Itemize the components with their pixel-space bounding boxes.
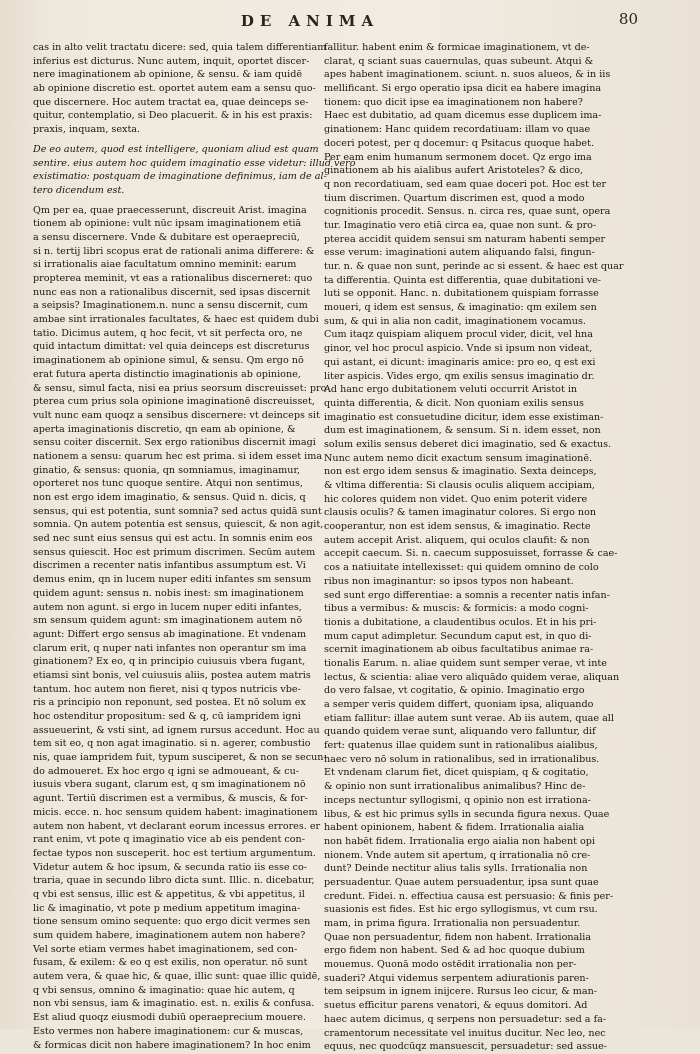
text-line: suaderi? Atqui videmus serpentem adiurationis paren- <box>324 972 589 984</box>
text-line: ginationem? Ex eo, q in principio cuiusuis vbera fugant, <box>33 656 306 668</box>
text-line: tibus a vermibus: & muscis: & formicis: a modo cogni- <box>324 603 589 615</box>
text-line: Videtur autem & hoc ipsum, & secunda ratio iis esse co- <box>33 861 308 873</box>
text-line: ambae sint irrationales facultates, & haec est quidem dubi <box>33 314 319 326</box>
text-line: tionalis Earum. n. aliae quidem sunt semper verae, vt inte <box>324 657 607 669</box>
text-line: ris a principio non reponunt, sed postea. Et nō solum ex <box>33 697 306 709</box>
text-line: libus, & est hic primus sylls in secunda figura nexus. Quae <box>324 808 610 820</box>
text-line: doceri potest, per q docemur: q Psitacus quoque habet. <box>324 137 595 149</box>
text-line: etiamsi sint bonis, vel cuiusuis aliis, postea autem matris <box>33 669 311 681</box>
text-line: sensus quiescit. Hoc est primum discrimen. Secūm autem <box>33 546 316 558</box>
aristotle-lemma <box>33 143 356 198</box>
text-line: tionem ab opinione: vult nūc ipsam imaginationem etiā <box>33 218 302 230</box>
text-line: Et vndenam clarum fiet, dicet quispiam, q & cogitatio, <box>324 767 589 779</box>
text-line: mouemus. Quonā modo ostēdit irrationalia non per- <box>324 959 577 971</box>
text-line: inceps nectuntur syllogismi, q opinio non est irrationa- <box>324 794 591 806</box>
text-line: a sensu discernere. Vnde & dubitare est operaepreciū, <box>33 231 300 243</box>
text-line: non est ergo idem sensus & imaginatio. Sexta deinceps, <box>324 466 597 478</box>
text-line: inferius est dicturus. Nunc autem, inquit, oportet discer- <box>33 55 310 67</box>
text-line: Cum itaqz quispiam aliquem procul vider, dicit, vel hna <box>324 329 593 341</box>
text-line: clarum erit, q nuper nati infantes non operantur sm ima <box>33 642 307 654</box>
text-line: persuadentur. Quae autem persuadentur, ipsa sunt quae <box>324 876 599 888</box>
text-line: pterea accidit quidem sensui sm naturam habenti semper <box>324 233 606 245</box>
text-line: assueuerint, & vsti sint, ad ignem rursus accedunt. Hoc au <box>33 724 320 736</box>
text-line: qui astant, ei dicunt: imaginaris amice: pro eo, q est exi <box>324 356 596 368</box>
text-line: mellificant. Si ergo operatio ipsa dicit ea habere imagina <box>324 83 602 95</box>
text-line: autem non habent, vt declarant eorum incessus errores. er <box>33 820 321 832</box>
text-line: sensus, qui est potentia, sunt somnia? sed actus quidā sunt <box>33 505 322 517</box>
left-intro-block <box>33 41 327 137</box>
text-line: somnia. Qn autem potentia est sensus, quiescit, & non agit, <box>33 519 324 531</box>
text-line: sm sensum quidem agunt: sm imaginationem autem nō <box>33 615 303 627</box>
commentary-body <box>33 204 327 1053</box>
text-line: esse verum: imaginationi autem aliquando falsi, fingun- <box>324 247 595 259</box>
text-line: quitur, contemplatio, si Deo placuerit. & in his est praxis: <box>33 110 313 122</box>
text-line: lectus, & scientia: aliae vero aliquādo quidem verae, aliquan <box>324 671 620 683</box>
lemma-line: De eo autem, quod est intelligere, quoniam aliud est quam <box>33 143 319 155</box>
text-line: lic & imaginatio, vt pote p medium appetitum imagina- <box>33 902 301 914</box>
text-line: iusuis vbera sugant, clarum est, q sm imaginationem nō <box>33 779 306 791</box>
text-line: fectae typos non susceperit. hoc est tertium argumentum. <box>33 847 316 859</box>
text-line: sed sunt ergo differentiae: a somnis a recenter natis infan- <box>324 589 610 601</box>
text-line: ribus non imaginantur: so ipsos typos non habeant. <box>324 575 574 587</box>
text-line: ginor, vel hoc procul aspicio. Vnde si ipsum non videat, <box>324 343 593 355</box>
lemma-line: sentire. eius autem hoc quidem imaginatio esse videtur: illud vero <box>33 157 356 169</box>
text-line: hic colores quidem non videt. Quo enim poterit videre <box>324 493 588 505</box>
text-line: tionis a dubitatione, a claudentibus oculos. Et in his pri- <box>324 616 597 628</box>
text-line: ergo fidem non habent. Sed & ad hoc quoque dubium <box>324 945 585 957</box>
text-line: solum exilis sensus deberet dici imaginatio, sed & exactus. <box>324 438 612 450</box>
text-line: a seipsis? Imaginationem.n. nunc a sensu discernit, cum <box>33 300 308 312</box>
text-line: autem accepit Arist. aliquem, qui oculos claufit: & non <box>324 534 590 546</box>
text-line: luti se opponit. Hanc. n. dubitationem quispiam forrasse <box>324 288 599 300</box>
text-line: pterea cum prius sola opinione imaginationē discreuisset, <box>33 396 315 408</box>
text-line: ta differentia. Quinta est differentia, quae dubitationi ve- <box>324 274 602 286</box>
text-line: q vbi sensus, omnino & imaginatio: quae hic autem, q <box>33 984 295 996</box>
text-line: imaginationem ab opinione simul, & sensu. Qm ergo nō <box>33 355 304 367</box>
text-line: nionem. Vnde autem sit apertum, q irrationalia nō cre- <box>324 849 591 861</box>
text-line: tur. Imaginatio vero etiā circa ea, quae non sunt. & pro- <box>324 219 597 231</box>
text-line: clausis oculis? & tamen imaginatur colores. Si ergo non <box>324 507 597 519</box>
text-line: si n. tertij libri scopus erat de rationali anima differere: & <box>33 245 315 257</box>
text-line: cramentorum necessitate vel inuitus ducitur. Nec leo, nec <box>324 1027 606 1039</box>
text-line: hoc ostenditur propositum: sed & q, cū iampridem igni <box>33 711 301 722</box>
text-line: tem sit eo, q non agat imaginatio. si n. agerer, combustio <box>33 738 311 750</box>
text-line: sed nec sunt eius sensus qui est actu. In somnis enim eos <box>33 533 313 545</box>
text-line: praxis, inquam, sexta. <box>33 124 141 136</box>
text-line: dum est imaginationem, & sensum. Si n. idem esset, non <box>324 425 601 437</box>
text-line: nere imaginationem ab opinione, & sensu. & iam quidē <box>33 69 303 81</box>
text-line: haec autem dicimus, q serpens non persuadetur: sed a fa- <box>324 1013 607 1025</box>
text-line: sensu coiter discernit. Sex ergo rationibus discernit imagi <box>33 437 316 449</box>
text-line: clarat, q sciant suas cauernulas, quas subeunt. Atqui & <box>324 55 594 67</box>
text-line: dunt? Deinde nectitur alius talis sylls. Irrationalia non <box>324 863 588 875</box>
text-line: Quae non persuadentur, fidem non habent. Irrationalia <box>324 931 592 943</box>
right-column <box>324 41 624 1053</box>
text-line: que discernere. Hoc autem tractat ea, quae deinceps se- <box>33 96 309 108</box>
text-line: fallitur. habent enim & formicae imaginationem, vt de- <box>324 42 590 53</box>
text-line: tatio. Dicimus autem, q hoc fecit, vt sit perfecta oro, ne <box>33 327 303 339</box>
text-line: scernit imaginationem ab oibus facultatibus animae ra- <box>324 644 594 656</box>
text-line: Est aliud quoqz eiusmodi dubiū operaeprecium mouere. <box>33 1012 306 1024</box>
text-line: mum caput adimpletur. Secundum caput est, in quo di- <box>324 630 592 642</box>
text-line: q vbi est sensus, illic est & appetitus, & vbi appetitus, il <box>33 888 305 900</box>
text-line: agunt: Differt ergo sensus ab imaginatione. Et vndenam <box>33 628 307 640</box>
running-title: DE ANIMA <box>240 12 380 30</box>
text-line: non est ergo idem imaginatio, & sensus. Quid n. dicis, q <box>33 492 306 503</box>
left-column <box>33 41 356 1051</box>
text-line: equus, nec quodcūqz mansuescit, persuadetur: sed assue- <box>324 1041 608 1053</box>
text-line: non habēt fidem. Irrationalia ergo aialia non habent opi <box>324 835 596 847</box>
text-line: do vero falsae, vt cogitatio, & opinio. Imaginatio ergo <box>324 685 585 697</box>
text-line: q non recordatiuam, sed eam quae doceri pot. Hoc est ter <box>324 178 607 190</box>
text-line: ginationem ab his aialibus aufert Aristoteles? & dico, <box>324 165 584 177</box>
text-line: autem non agunt. si ergo in lucem nuper editi infantes, <box>33 601 302 613</box>
text-line: nationem a sensu: quarum hec est prima. si idem esset ima <box>33 450 323 462</box>
text-line: non vbi sensus, iam & imaginatio. est. n. exilis & confusa. <box>33 998 315 1010</box>
text-line: Haec est dubitatio, ad quam dicemus esse duplicem ima- <box>324 110 602 122</box>
text-line: Ad hanc ergo dubitationem veluti occurrit Aristot in <box>324 384 578 396</box>
text-line: tem seipsum in ignem inijcere. Rursus leo cicur, & man- <box>324 986 598 998</box>
text-line: demus enim, qn in lucem nuper editi infantes sm sensum <box>33 574 312 586</box>
text-line: suetus efficitur parens venatori, & equus domitori. Ad <box>324 1000 588 1012</box>
text-line: Per eam enim humanum sermonem docet. Qz ergo ima <box>324 151 592 163</box>
running-head <box>0 10 700 34</box>
text-line: fusam, & exilem: & eo q est exilis, non operatur. nō sunt <box>33 957 308 969</box>
text-line: discrimen a recenter natis infantibus assumptum est. Vi <box>33 560 306 572</box>
text-line: Nunc autem nemo dicit exactum sensum imaginationē. <box>324 452 593 464</box>
text-line: tionem: quo dicit ipse ea imaginationem non habere? <box>324 96 583 108</box>
page-number: 80 <box>618 10 638 28</box>
text-line: mam, in prima figura. Irrationalia non persuadentur. <box>324 918 581 929</box>
text-line: cognitionis procedit. Sensus. n. circa res, quae sunt, opera <box>324 206 611 218</box>
text-line: cooperantur, non est idem sensus, & imaginatio. Recte <box>324 521 591 533</box>
text-line: sum quidem habere, imaginationem autem non habere? <box>33 930 306 941</box>
lemma-line: existimatio: postquam de imaginatione definimus, iam de al- <box>33 171 327 183</box>
text-line: cos a natiuitate intellexisset: qui quidem omnino de colo <box>324 562 599 574</box>
text-line: nunc eas non a rationalibus discernit, sed ipsas discernit <box>33 286 311 298</box>
text-line: & vltima differentia: Si clausis oculis aliquem accipiam, <box>324 480 595 491</box>
text-line: Esto vermes non habere imaginationem: cur & muscas, <box>33 1025 304 1037</box>
text-line: & formicas dicit non habere imaginationem? In hoc enim <box>33 1039 311 1051</box>
text-line: aperta imaginationis discretio, qn eam ab opinione, & <box>33 423 296 435</box>
text-line: nis, quae iampridem fuit, typum susciperet, & non se secun- <box>33 752 327 764</box>
text-line: si irrationalis aiae facultatum omnino meminit: earum <box>33 259 297 271</box>
text-line: moueri, q idem est sensus, & imaginatio: qm exilem sen <box>324 302 597 314</box>
text-line: quidem agunt: sensus n. nobis inest: sm imaginationem <box>33 587 304 599</box>
text-line: suasionis est fides. Est hic ergo syllogismus, vt cum rsu. <box>324 904 598 916</box>
text-line: apes habent imaginationem. sciunt. n. suos alueos, & in iis <box>324 69 611 81</box>
text-line: sum, & qui in alia non cadit, imaginationem vocamus. <box>324 315 586 327</box>
text-line: tium discrimen. Quartum discrimen est, quod a modo <box>324 192 585 204</box>
text-line: propterea meminit, vt eas a rationalibus discerneret: quo <box>33 273 313 284</box>
text-line: quinta differentia, & dicit. Non quoniam exilis sensus <box>324 397 584 409</box>
text-line: ginationem: Hanc quidem recordatiuam: illam vo quae <box>324 124 591 136</box>
text-line: quid intactum dimittat: vel quia deinceps est discreturus <box>33 341 310 353</box>
text-line: fert: quatenus illae quidem sunt in rationalibus aialibus, <box>324 740 598 752</box>
text-line: ab opinione discretio est. oportet autem eam a sensu quo- <box>33 83 316 95</box>
text-line: imaginatio est consuetudine dicitur, idem esse existiman- <box>324 411 604 423</box>
text-line: erat futura aperta distinctio imaginationis ab opinione, <box>33 368 301 380</box>
text-line: tantum. hoc autem non fieret, nisi q typos nutricis vbe- <box>33 683 301 695</box>
text-line: haec vero nō solum in rationalibus, sed in irrationalibus. <box>324 753 600 765</box>
text-line: rant enim, vt pote q imaginatio vice ab eis pendent con- <box>33 834 305 846</box>
text-line: do admoueret. Ex hoc ergo q igni se admoueant, & cu- <box>33 765 300 777</box>
text-line: micis. ecce. n. hoc sensum quidem habent: imaginationem <box>33 806 318 818</box>
text-line: a semper veris quidem differt, quoniam ipsa, aliquando <box>324 699 594 710</box>
text-line: quando quidem verae sunt, aliquando vero falluntur, dif <box>324 726 596 738</box>
text-line: liter aspicis. Vides ergo, qm exilis sensus imaginatio dr. <box>324 370 595 382</box>
text-line: vult nunc eam quoqz a sensibus discernere: vt deinceps sit <box>33 409 320 421</box>
text-line: Qm per ea, quae praecesserunt, discreuit Arist. imagina <box>33 204 307 216</box>
text-line: & opinio non sunt irrationalibus animalibus? Hinc de- <box>324 781 586 793</box>
text-line: tione sensum omino sequente: quo ergo dicit vermes sen <box>33 916 311 928</box>
text-line: autem vera, & quae hic, & quae, illic sunt: quae illic quidē, <box>33 971 321 983</box>
text-line: agunt. Tertiū discrimen est a vermibus, & muscis, & for- <box>33 793 308 805</box>
text-line: oporteret nos tunc quoque sentire. Atqui non sentimus, <box>33 478 303 490</box>
text-line: tur. n. & quae non sunt, perinde ac si essent. & haec est quar <box>324 261 624 272</box>
text-line: Vel sorte etiam vermes habet imaginationem, sed con- <box>33 943 298 955</box>
text-line: accepit caecum. Si. n. caecum supposuisset, forrasse & cae- <box>324 548 618 560</box>
text-line: habent opinionem, habent & fidem. Irrationalia aialia <box>324 822 585 834</box>
lemma-line: tero dicendum est. <box>33 184 125 196</box>
commentary-body-continued <box>324 41 624 1054</box>
text-line: traria, quae in secundo libro dicta sunt. Illic. n. dicebatur, <box>33 875 315 887</box>
text-line: cas in alto velit tractatu dicere: sed, quia talem differentiam <box>33 42 327 53</box>
text-line: etiam fallitur: illae autem sunt verae. Ab iis autem, quae all <box>324 712 614 724</box>
text-line: & sensu, simul facta, nisi ea prius seorsum discreuisset: pro <box>33 382 327 394</box>
text-line: credunt. Fidei. n. effectiua causa est persuasio: & finis per- <box>324 890 614 902</box>
text-line: ginatio, & sensus: quonia, qn somniamus, imaginamur, <box>33 464 301 476</box>
